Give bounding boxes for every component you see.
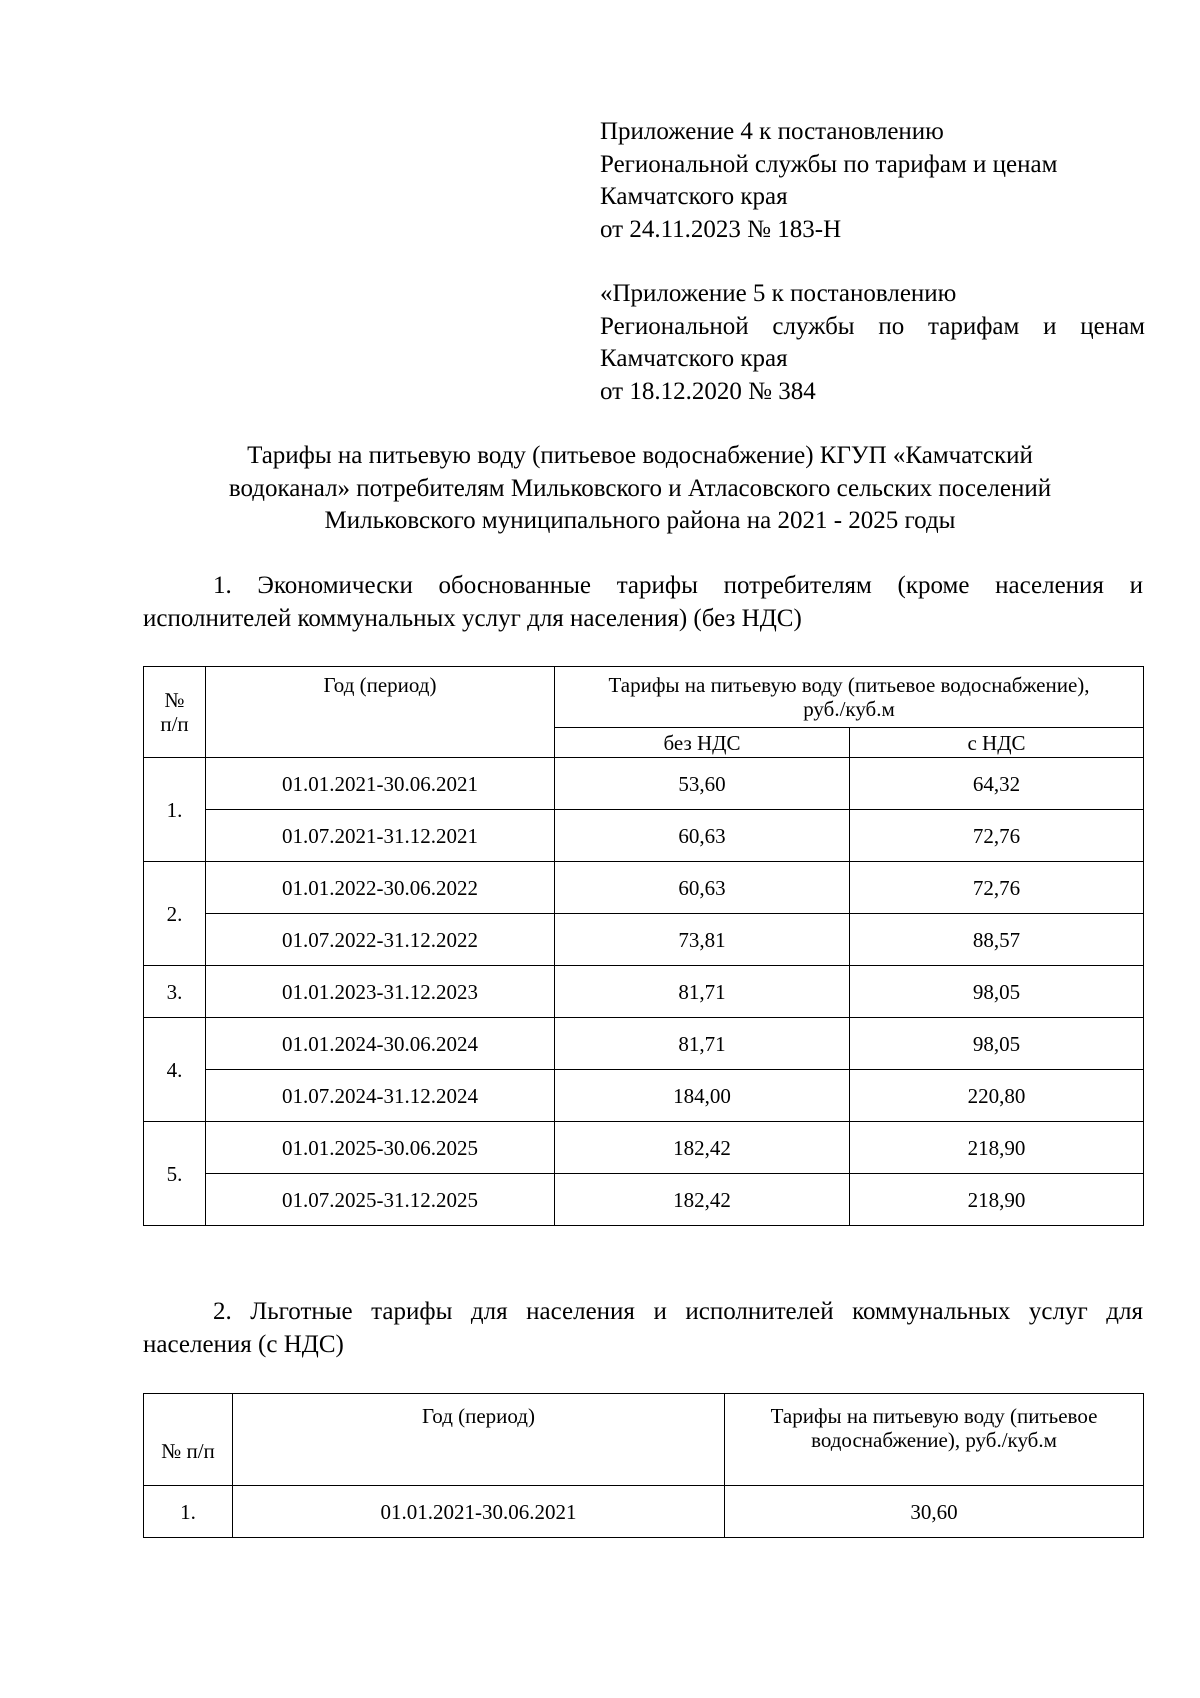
header-period: Год (период): [206, 667, 555, 758]
row-number: 4.: [144, 1018, 206, 1122]
row-number: 5.: [144, 1122, 206, 1226]
row-tariff: 30,60: [725, 1486, 1144, 1538]
header-with-vat: с НДС: [850, 728, 1144, 758]
title-line: Тарифы на питьевую воду (питьевое водоснабжение) КГУП «Камчатский: [247, 442, 1033, 469]
section-1-heading: [143, 570, 1143, 635]
row-tariff-without-vat: 60,63: [555, 862, 850, 914]
row-period: 01.07.2024-31.12.2024: [206, 1070, 555, 1122]
row-period: 01.07.2021-31.12.2021: [206, 810, 555, 862]
row-number: 1.: [144, 1486, 233, 1538]
appendix-current-reference: [600, 116, 1120, 246]
title-line: Мильковского муниципального района на 2021 - 2025 годы: [324, 507, 956, 534]
appendix-original-line: Региональной службы по тарифам и ценам: [600, 312, 1145, 340]
row-period: 01.01.2025-30.06.2025: [206, 1122, 555, 1174]
header-without-vat: без НДС: [555, 728, 850, 758]
row-tariff-without-vat: 182,42: [555, 1122, 850, 1174]
header-period: Год (период): [233, 1394, 725, 1486]
table-row: [144, 1018, 1144, 1070]
row-number: 2.: [144, 862, 206, 966]
row-tariff-without-vat: 182,42: [555, 1174, 850, 1226]
table-row: [144, 1122, 1144, 1174]
header-number: № п/п: [144, 667, 206, 758]
appendix-current-line: Приложение 4 к постановлению: [600, 118, 944, 145]
row-tariff-with-vat: 88,57: [850, 914, 1144, 966]
row-tariff-with-vat: 72,76: [850, 862, 1144, 914]
header-number: № п/п: [144, 1394, 233, 1486]
row-period: 01.07.2022-31.12.2022: [206, 914, 555, 966]
row-tariff-without-vat: 53,60: [555, 758, 850, 810]
table-row: [144, 758, 1144, 810]
appendix-original-line: «Приложение 5 к постановлению: [600, 280, 957, 307]
row-tariff-without-vat: 81,71: [555, 966, 850, 1018]
table-row: [144, 914, 1144, 966]
row-tariff-with-vat: 72,76: [850, 810, 1144, 862]
table-row: [144, 1174, 1144, 1226]
row-period: 01.01.2022-30.06.2022: [206, 862, 555, 914]
row-tariff-with-vat: 98,05: [850, 1018, 1144, 1070]
table-row: [144, 810, 1144, 862]
table-row: [144, 1486, 1144, 1538]
section-2-heading-line2: населения (с НДС): [143, 1330, 344, 1358]
row-period: 01.01.2021-30.06.2021: [233, 1486, 725, 1538]
row-tariff-with-vat: 98,05: [850, 966, 1144, 1018]
economic-tariffs-table: [143, 666, 1144, 1226]
table-row: [144, 862, 1144, 914]
row-tariff-with-vat: 218,90: [850, 1122, 1144, 1174]
appendix-current-line: от 24.11.2023 № 183-Н: [600, 215, 842, 243]
document-title: [160, 440, 1120, 538]
title-line: водоканал» потребителям Мильковского и Атласовского сельских поселений: [228, 474, 1052, 502]
row-number: 1.: [144, 758, 206, 862]
row-tariff-with-vat: 218,90: [850, 1174, 1144, 1226]
row-number: 3.: [144, 966, 206, 1018]
appendix-original-line: Камчатского края: [600, 345, 788, 372]
row-period: 01.01.2024-30.06.2024: [206, 1018, 555, 1070]
row-period: 01.01.2023-31.12.2023: [206, 966, 555, 1018]
row-tariff-with-vat: 220,80: [850, 1070, 1144, 1122]
row-period: 01.07.2025-31.12.2025: [206, 1174, 555, 1226]
appendix-original-reference: [600, 278, 1145, 408]
header-tariffs: Тарифы на питьевую воду (питьевое водоснабжение), руб./куб.м: [555, 667, 1144, 728]
preferential-tariffs-table: [143, 1393, 1144, 1538]
row-tariff-without-vat: 60,63: [555, 810, 850, 862]
row-period: 01.01.2021-30.06.2021: [206, 758, 555, 810]
section-1-heading-line1: 1. Экономически обоснованные тарифы потребителям (кроме населения и: [213, 572, 1143, 599]
row-tariff-with-vat: 64,32: [850, 758, 1144, 810]
row-tariff-without-vat: 184,00: [555, 1070, 850, 1122]
appendix-original-line: от 18.12.2020 № 384: [600, 377, 816, 405]
appendix-current-line: Региональной службы по тарифам и ценам: [600, 150, 1058, 178]
table-row: [144, 1070, 1144, 1122]
header-tariff: Тарифы на питьевую воду (питьевое водоснабжение), руб./куб.м: [725, 1394, 1144, 1486]
row-tariff-without-vat: 73,81: [555, 914, 850, 966]
section-2-heading-line1: 2. Льготные тарифы для населения и исполнителей коммунальных услуг для: [213, 1298, 1143, 1325]
appendix-current-line: Камчатского края: [600, 183, 788, 210]
row-tariff-without-vat: 81,71: [555, 1018, 850, 1070]
section-1-heading-line2: исполнителей коммунальных услуг для населения) (без НДС): [143, 604, 802, 632]
table-row: [144, 966, 1144, 1018]
section-2-heading: [143, 1296, 1143, 1361]
